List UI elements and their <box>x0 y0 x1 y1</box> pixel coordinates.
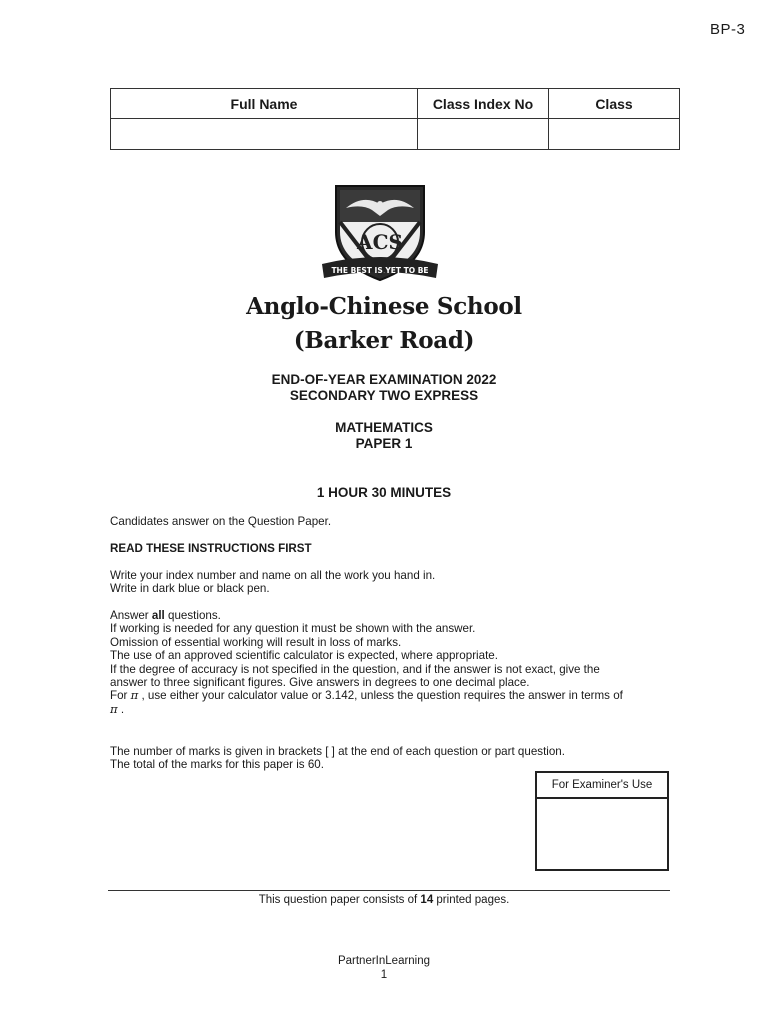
page-count-note: This question paper consists of 14 printed pages. <box>258 894 510 906</box>
exam-paper: PAPER 1 <box>355 436 413 451</box>
marks-line: The total of the marks for this paper is 60. <box>110 758 324 772</box>
page-code: BP-3 <box>710 21 746 38</box>
marks-line: The number of marks is given in brackets [ ] at the end of each question or part question. <box>110 745 565 758</box>
marks-info <box>110 745 670 772</box>
class-index-header: Class Index No <box>418 89 549 119</box>
full-name-header: Full Name <box>111 89 418 119</box>
instructions-block-1 <box>110 569 670 596</box>
instruction-line: The use of an approved scientific calculator is expected, where appropriate. <box>110 649 498 663</box>
instruction-line: Write in dark blue or black pen. <box>110 582 270 596</box>
motto-text: THE BEST IS YET TO BE <box>331 266 429 275</box>
exam-duration: 1 HOUR 30 MINUTES <box>316 485 452 500</box>
exam-level: SECONDARY TWO EXPRESS <box>289 388 479 403</box>
exam-title: END-OF-YEAR EXAMINATION 2022 <box>271 372 497 387</box>
instruction-line: answer to three significant figures. Give answers in degrees to one decimal place. <box>110 676 530 690</box>
candidate-details-table <box>110 88 680 150</box>
candidates-note: Candidates answer on the Question Paper. <box>110 515 332 528</box>
school-name: Anglo-Chinese School <box>246 293 522 320</box>
examiner-use-label: For Examiner's Use <box>537 773 667 799</box>
instruction-line: Write your index number and name on all the work you hand in. <box>110 569 436 582</box>
class-index-field[interactable] <box>418 119 549 150</box>
instruction-line: π . <box>110 701 125 716</box>
instructions-block-2 <box>110 609 670 716</box>
instruction-line: If the degree of accuracy is not specified in the question, and if the answer is not exact, give the <box>110 662 600 676</box>
monogram-text: ACS <box>357 230 403 254</box>
instruction-line: Answer all questions. <box>110 609 221 622</box>
school-branch: (Barker Road) <box>293 327 475 354</box>
examiner-use-box <box>535 771 669 871</box>
school-crest-logo <box>318 180 442 288</box>
instructions-heading: READ THESE INSTRUCTIONS FIRST <box>110 542 312 555</box>
instruction-line: Omission of essential working will result in loss of marks. <box>110 635 402 649</box>
exam-subject: MATHEMATICS <box>335 420 433 435</box>
page-number: 1 <box>380 969 388 981</box>
full-name-field[interactable] <box>111 119 418 150</box>
class-field[interactable] <box>549 119 680 150</box>
footer-divider <box>108 890 670 891</box>
class-header: Class <box>549 89 680 119</box>
publisher-label: PartnerInLearning <box>337 955 431 967</box>
instruction-line: For π , use either your calculator value or 3.142, unless the question requires the answer in terms of <box>110 688 623 703</box>
instruction-line: If working is needed for any question it must be shown with the answer. <box>110 622 476 636</box>
